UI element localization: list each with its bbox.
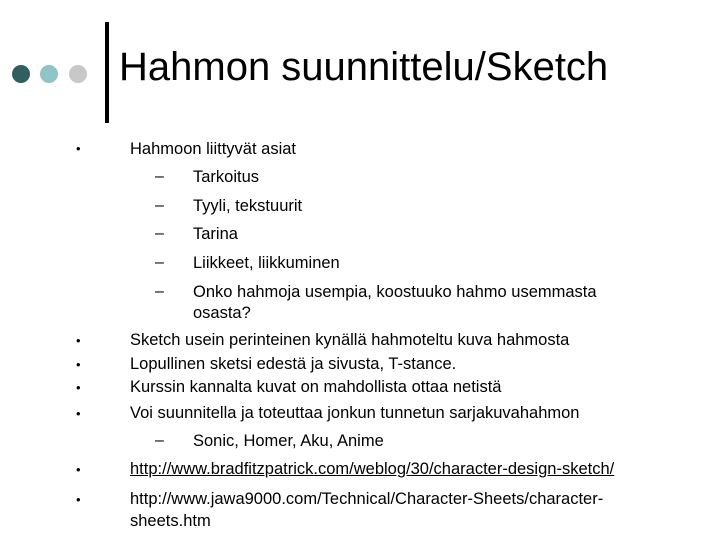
- sub-list-item-continuation: osasta?: [193, 304, 251, 322]
- bullet-icon: •: [76, 462, 81, 477]
- bullet-icon: •: [76, 333, 81, 348]
- sub-list-item: Sonic, Homer, Aku, Anime: [193, 432, 384, 450]
- bullet-icon: •: [76, 141, 81, 156]
- dash-icon: –: [155, 225, 164, 242]
- link-jawa9000[interactable]: http://www.jawa9000.com/Technical/Character-Sheets/character-: [130, 490, 604, 508]
- list-item: Voi suunnitella ja toteuttaa jonkun tunnetun sarjakuvahahmon: [130, 404, 580, 422]
- decoration-dot-dark: [12, 65, 30, 83]
- sub-list-item: Tarkoitus: [193, 168, 260, 186]
- link-bradfitzpatrick[interactable]: http://www.bradfitzpatrick.com/weblog/30/character-design-sketch/: [130, 460, 615, 478]
- dash-icon: –: [155, 432, 164, 449]
- sub-list-item: Onko hahmoja usempia, koostuuko hahmo usemmasta: [193, 283, 597, 301]
- dash-icon: –: [155, 168, 164, 185]
- dash-icon: –: [155, 254, 164, 271]
- sub-list-item: Tarina: [193, 225, 238, 243]
- list-item: Kurssin kannalta kuvat on mahdollista ottaa netistä: [130, 378, 502, 396]
- list-item: Hahmoon liittyvät asiat: [130, 140, 296, 158]
- sub-list-item: Tyyli, tekstuurit: [193, 197, 303, 215]
- bullet-icon: •: [76, 492, 81, 507]
- list-item: Lopullinen sketsi edestä ja sivusta, T-stance.: [130, 355, 457, 373]
- slide-title: Hahmon suunnittelu/Sketch: [119, 45, 609, 89]
- decoration-dot-gray: [69, 65, 87, 83]
- link-jawa9000-continuation[interactable]: sheets.htm: [130, 512, 211, 530]
- sub-list-item: Liikkeet, liikkuminen: [193, 254, 340, 272]
- dash-icon: –: [155, 197, 164, 214]
- bullet-icon: •: [76, 357, 81, 372]
- list-item: Sketch usein perinteinen kynällä hahmoteltu kuva hahmosta: [130, 331, 570, 349]
- title-divider: [105, 22, 109, 123]
- decoration-dot-teal: [40, 65, 58, 83]
- dash-icon: –: [155, 283, 164, 300]
- bullet-icon: •: [76, 380, 81, 395]
- bullet-icon: •: [76, 406, 81, 421]
